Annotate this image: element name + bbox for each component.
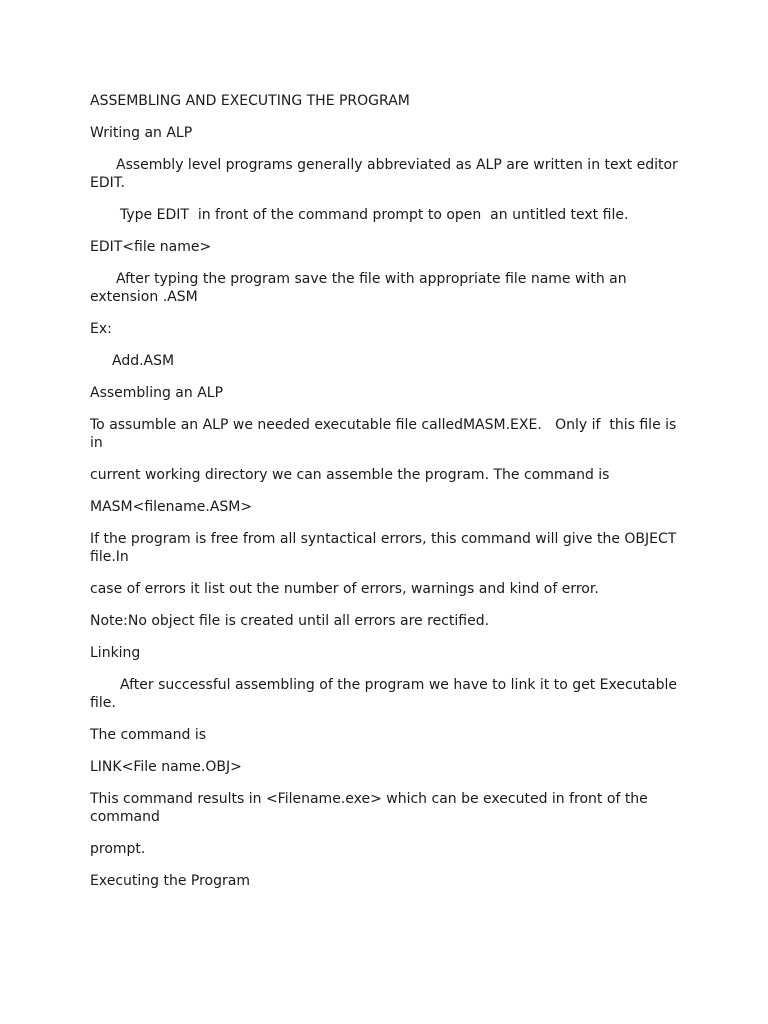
command-link: LINK<File name.OBJ>	[90, 759, 242, 775]
example-label: Ex:	[90, 321, 112, 337]
paragraph-object-file: If the program is free from all syntactical errors, this command will give the OBJECT file.In	[90, 531, 681, 565]
paragraph-errors: case of errors it list out the number of errors, warnings and kind of error.	[90, 581, 599, 597]
example-value: Add.ASM	[112, 353, 175, 369]
document-body	[90, 92, 683, 904]
section-heading-linking: Linking	[90, 645, 141, 661]
paragraph-linking: After successful assembling of the program we have to link it to get Executable file.	[90, 677, 682, 711]
section-heading-writing: Writing an ALP	[90, 125, 193, 141]
command-masm: MASM<filename.ASM>	[90, 499, 253, 515]
section-heading-assembling: Assembling an ALP	[90, 385, 224, 401]
section-heading-executing: Executing the Program	[90, 873, 250, 889]
paragraph-working-directory: current working directory we can assemble the program. The command is	[90, 467, 610, 483]
document-title: ASSEMBLING AND EXECUTING THE PROGRAM	[90, 93, 410, 109]
paragraph-prompt: prompt.	[90, 841, 146, 857]
paragraph-command-is: The command is	[90, 727, 206, 743]
paragraph-save-file: After typing the program save the file with appropriate file name with an extension .ASM	[90, 271, 632, 305]
paragraph-type-edit: Type EDIT in front of the command prompt to open an untitled text file.	[120, 207, 629, 223]
paragraph-exe-result: This command results in <Filename.exe> which can be executed in front of the command	[90, 791, 653, 825]
paragraph-alp-intro: Assembly level programs generally abbreviated as ALP are written in text editor EDIT.	[90, 157, 683, 191]
note-text: Note:No object file is created until all errors are rectified.	[90, 613, 490, 629]
command-edit: EDIT<file name>	[90, 239, 212, 255]
paragraph-masm-exe: To assumble an ALP we needed executable file calledMASM.EXE. Only if this file is in	[90, 417, 681, 451]
